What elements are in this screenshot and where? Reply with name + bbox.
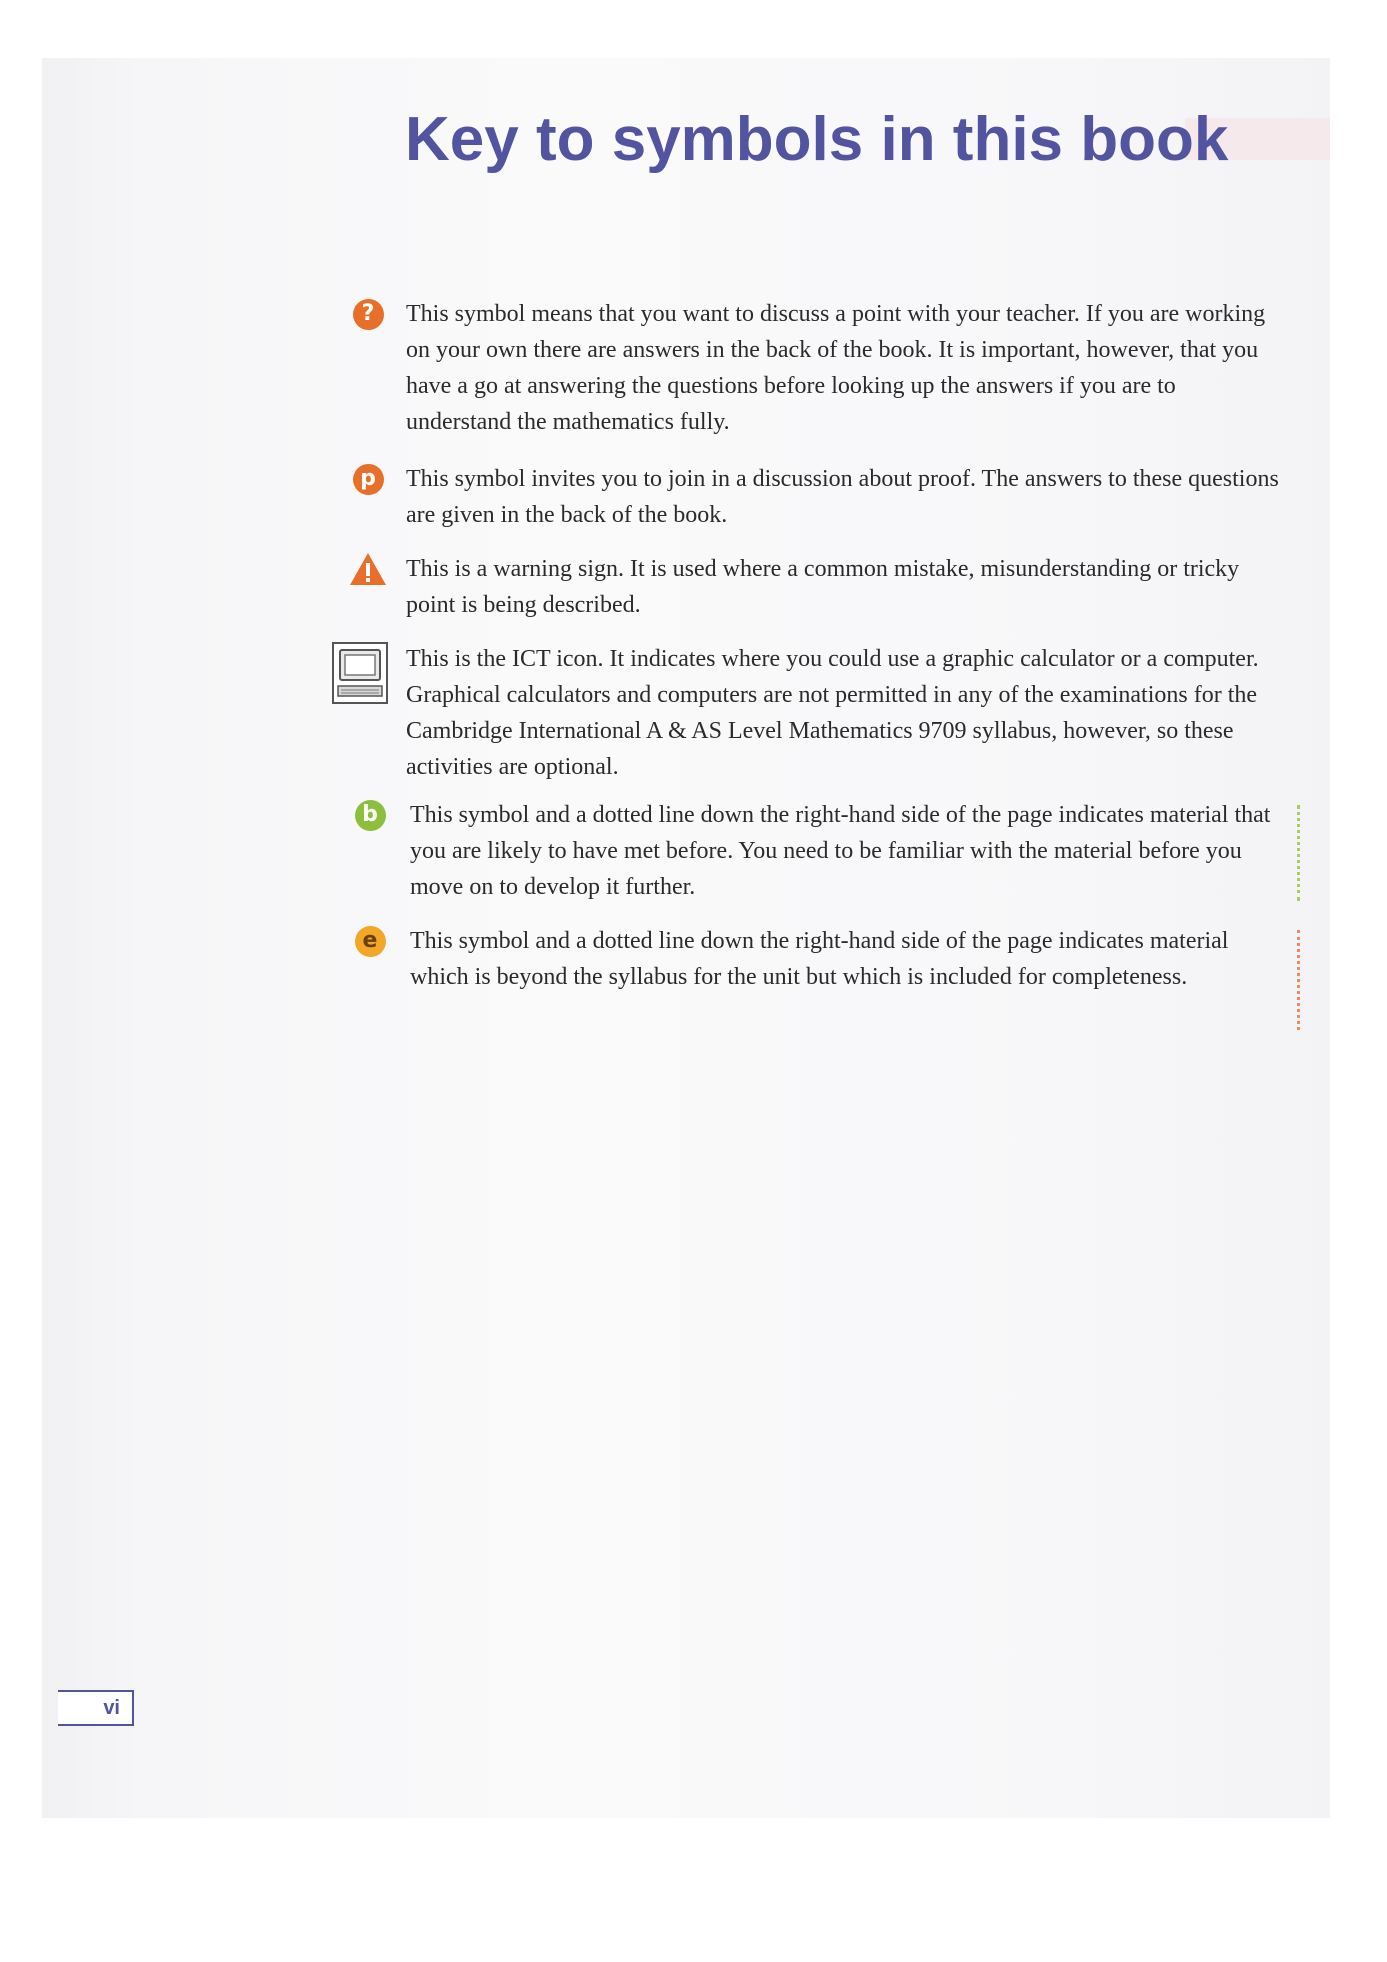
warning-triangle [348,551,388,587]
key-item-question [330,296,1290,435]
extension-icon [352,923,388,959]
key-item-ict [330,641,1290,780]
key-text-ict: This is the ICT icon. It indicates where you could use a graphic calculator or a computer. Graphical calculators and computers are not permitted in any of the examinations for the Cambridge International A & AS Level Mathematics 9709 syllabus, however, so these activities are optional. [406,646,1259,780]
page-title: Key to symbols in this book [405,105,1229,174]
before-glyph: b [355,800,386,831]
before-dotted-line [1297,805,1300,901]
key-text-proof: This symbol invites you to join in a discussion about proof. The answers to these questions are given in the back of the book. [406,466,1279,528]
key-item-before [330,797,1290,917]
extension-glyph: e [355,926,386,957]
question-glyph: ? [353,299,384,330]
key-text-warning: This is a warning sign. It is used where a common mistake, misunderstanding or tricky point is being described. [406,556,1240,618]
computer-graphic [332,642,388,704]
extension-dotted-line [1297,930,1300,1030]
warning-icon [348,551,388,587]
before-icon [352,797,388,833]
key-text-question: This symbol means that you want to discuss a point with your teacher. If you are working on your own there are answers in the back of the book. It is important, however, that you have a go at answering the questions before looking up the answers if you are to understand the mathematics fully. [406,301,1266,435]
proof-icon [350,461,386,497]
proof-glyph: p [353,464,384,495]
computer-icon [332,642,388,704]
question-icon [350,296,386,332]
page-number: vi [58,1690,134,1726]
key-text-before: This symbol and a dotted line down the right-hand side of the page indicates material that you are likely to have met before. You need to be familiar with the material before you move on to develop it further. [410,802,1271,900]
key-text-extension: This symbol and a dotted line down the right-hand side of the page indicates material which is beyond the syllabus for the unit but which is included for completeness. [410,928,1229,990]
key-item-extension [330,923,1290,1043]
